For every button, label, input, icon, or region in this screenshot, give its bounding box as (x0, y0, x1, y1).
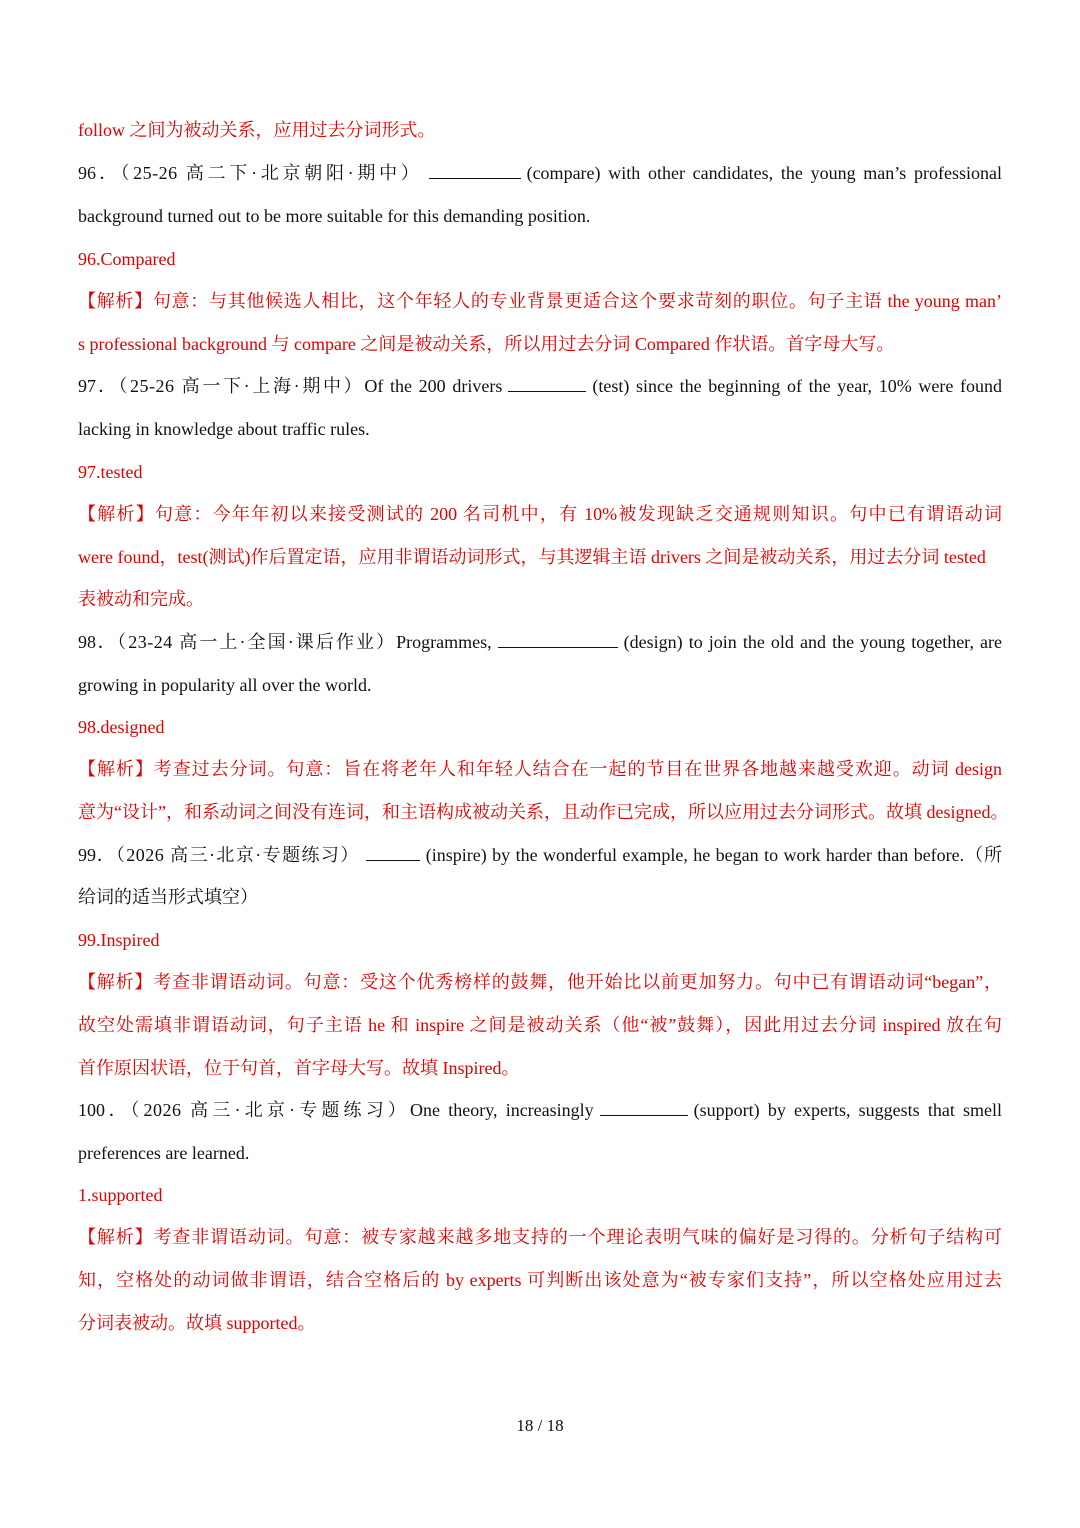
question-number: 97． (78, 376, 119, 396)
question-97 (78, 374, 1002, 398)
analysis-100-line2: 知，空格处的动词做非谓语，结合空格后的 by experts 可判断出该处意为“被专家们支持”，所以空格处应用过去 (78, 1270, 1002, 1290)
answer-blank (508, 375, 586, 392)
question-number: 100． (78, 1100, 131, 1120)
answer-blank (429, 162, 521, 179)
intro-text: follow 之间为被动关系，应用过去分词形式。 (78, 120, 436, 140)
answer-97: 97.tested (78, 462, 143, 482)
answer-99: 99.Inspired (78, 930, 160, 950)
answer-98: 98.designed (78, 717, 165, 737)
question-100 (78, 1098, 1002, 1122)
page-number: 18 / 18 (516, 1416, 564, 1435)
question-before: One theory, increasingly (410, 1100, 594, 1120)
question-source: （23-24 高一上·全国·课后作业） (117, 632, 397, 652)
question-hint: (test) since the beginning of the year, 10% were found (592, 376, 1003, 396)
question-number: 96． (78, 163, 121, 183)
question-before: Of the 200 drivers (364, 376, 503, 396)
question-source: （25-26 高二下·北京朝阳·期中） (120, 163, 423, 183)
analysis-96-line1: 【解析】句意：与其他候选人相比，这个年轻人的专业背景更适合这个要求苛刻的职位。句子主语 the young man’ (78, 291, 1002, 311)
analysis-96-line2: s professional background 与 compare 之间是被动关系，所以用过去分词 Compared 作状语。首字母大写。 (78, 334, 895, 354)
question-99-cont: 给词的适当形式填空） (78, 887, 258, 907)
question-96 (78, 161, 1002, 185)
question-hint: (compare) with other candidates, the young man’s professional (526, 163, 1003, 183)
question-number: 99． (78, 845, 116, 865)
analysis-99-line1: 【解析】考查非谓语动词。句意：受这个优秀榜样的鼓舞，他开始比以前更加努力。句中已有谓语动词“began”， (78, 972, 1002, 992)
answer-blank (498, 631, 618, 648)
question-98 (78, 630, 1002, 654)
analysis-99-line2: 故空处需填非谓语动词，句子主语 he 和 inspire 之间是被动关系（他“被”鼓舞），因此用过去分词 inspired 放在句 (78, 1015, 1002, 1035)
question-hint: (design) to join the old and the young together, are (623, 632, 1003, 652)
question-96-cont: background turned out to be more suitable for this demanding position. (78, 206, 591, 226)
analysis-98-line1: 【解析】考查过去分词。句意：旨在将老年人和年轻人结合在一起的节目在世界各地越来越受欢迎。动词 design (78, 759, 1002, 779)
answer-100: 1.supported (78, 1185, 163, 1205)
analysis-97-line1: 【解析】句意：今年年初以来接受测试的 200 名司机中，有 10%被发现缺乏交通规则知识。句中已有谓语动词 (78, 504, 1002, 524)
analysis-97-line2: were found，test(测试)作后置定语，应用非谓语动词形式，与其逻辑主语 drivers 之间是被动关系，用过去分词 tested (78, 547, 986, 567)
question-98-cont: growing in popularity all over the world. (78, 675, 372, 695)
question-source: （25-26 高一下·上海·期中） (118, 376, 365, 396)
analysis-98-line2: 意为“设计”，和系动词之间没有连词，和主语构成被动关系，且动作已完成，所以应用过去分词形式。故填 designed。 (78, 802, 1009, 822)
question-97-cont: lacking in knowledge about traffic rules. (78, 419, 370, 439)
question-number: 98． (78, 632, 118, 652)
answer-96: 96.Compared (78, 249, 176, 269)
question-source: （2026 高三·北京·专题练习） (115, 845, 360, 865)
question-before: Programmes, (396, 632, 492, 652)
analysis-99-line3: 首作原因状语，位于句首，首字母大写。故填 Inspired。 (78, 1058, 520, 1078)
answer-blank (366, 844, 420, 861)
analysis-100-line3: 分词表被动。故填 supported。 (78, 1313, 316, 1333)
question-source: （2026 高三·北京·专题练习） (130, 1100, 411, 1120)
question-hint: (inspire) by the wonderful example, he began to work harder than before.（所 (425, 845, 1002, 865)
answer-blank (600, 1099, 688, 1116)
question-hint: (support) by experts, suggests that smell (693, 1100, 1002, 1120)
question-99 (78, 843, 1002, 867)
question-100-cont: preferences are learned. (78, 1143, 250, 1163)
analysis-97-line3: 表被动和完成。 (78, 589, 204, 609)
analysis-100-line1: 【解析】考查非谓语动词。句意：被专家越来越多地支持的一个理论表明气味的偏好是习得的。分析句子结构可 (78, 1227, 1002, 1247)
